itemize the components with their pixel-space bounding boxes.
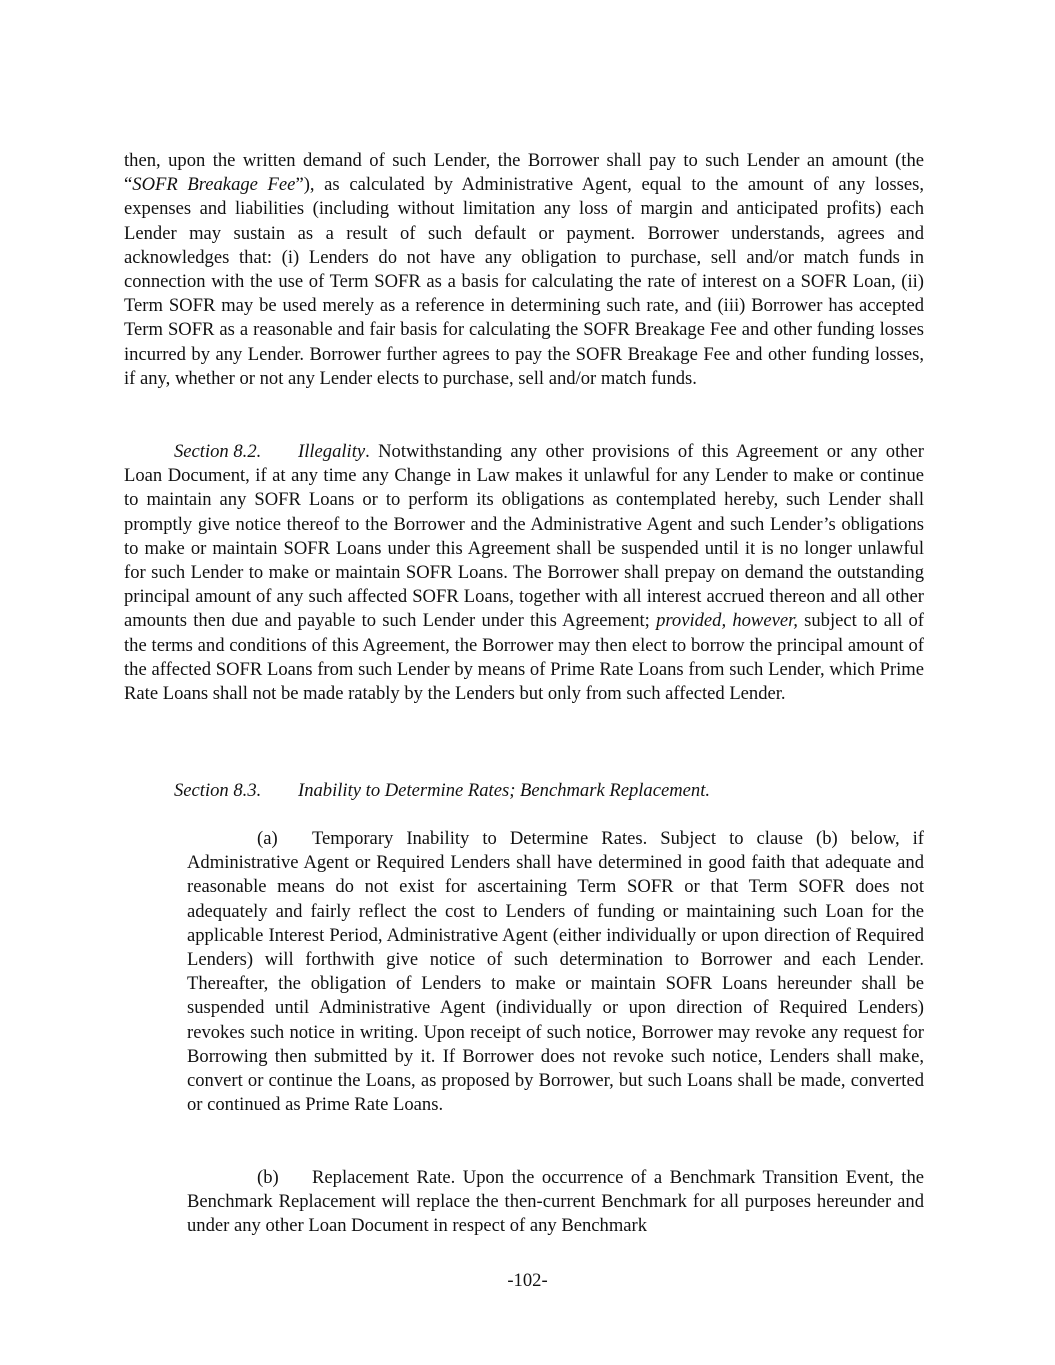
paragraph-sofr-breakage [124,149,924,391]
section-8-2-title: Illegality [298,441,366,462]
section-8-2-text-a: . Notwithstanding any other provisions of this Agreement or any other Loan Document, if at any time any Change in Law makes it unlawful for any Lender to make or continue to maintain any SOFR Loans or to perform its obligations as contemplated hereby, such Lender shall promptly give notice thereof to the Borrower and the Administrative Agent and such Lender’s obligations to make or maintain SOFR Loans under this Agreement shall be suspended until it is no longer unlawful for such Lender to make or maintain SOFR Loans. The Borrower shall prepay on demand the outstanding principal amount of any such affected SOFR Loans, together with all interest accrued thereon and all other amounts then due and payable to such Lender under this Agreement; [124,441,924,632]
clause-a-paragraph [187,827,924,1117]
clause-indent [187,828,257,849]
section-8-3-heading [124,779,924,803]
section-8-2-proviso: provided, however, [656,610,798,632]
clause-a-label: (a) [257,828,278,849]
clause-b-text: Replacement Rate. Upon the occurrence of a Benchmark Transition Event, the Benchmark Replacement will replace the then-current Benchmark for all purposes hereunder and under any other Loan Document in respect of any Benchmark [187,1167,924,1237]
section-8-2-paragraph [124,440,924,706]
clause-b-label: (b) [257,1167,279,1188]
page-number: -102- [507,1270,548,1291]
clause-a-text: Temporary Inability to Determine Rates. Subject to clause (b) below, if Administrative Agent or Required Lenders shall have determined in good faith that adequate and reasonable means do not exist for ascertaining Term SOFR or that Term SOFR does not adequately and fairly reflect the cost to Lenders of funding or maintaining such Loan for the applicable Interest Period, Administrative Agent (either individually or upon direction of Required Lenders) will forthwith give notice of such determination to Borrower and each Lender. Thereafter, the obligation of Lenders to make or maintain SOFR Loans hereunder shall be suspended until Administrative Agent (individually or upon direction of Required Lenders) revokes such notice in writing. Upon receipt of such notice, Borrower may revoke any request for Borrowing then submitted by it. If Borrower does not revoke such notice, Lenders shall make, convert or continue the Loans, as proposed by Borrower, but such Loans shall be made, converted or continued as Prime Rate Loans. [187,828,924,1116]
paragraph-text-b: ”), as calculated by Administrative Agent, equal to the amount of any losses, expenses and liabilities (including without limitation any loss of margin and anticipated profits) each Lender may sustain as a result of such default or payment. Borrower understands, agrees and acknowledges that: (i) Lenders do not have any obligation to purchase, sell and/or match funds in connection with the use of Term SOFR as a basis for calculating the rate of interest on a SOFR Loan, (ii) Term SOFR may be used merely as a reference in determining such rate, and (iii) Borrower has accepted Term SOFR as a reasonable and fair basis for calculating the SOFR Breakage Fee and other funding losses incurred by any Lender. Borrower further agrees to pay the SOFR Breakage Fee and other funding losses, if any, whether or not any Lender elects to purchase, sell and/or match funds. [124,174,924,389]
section-8-2-number: Section 8.2. [174,441,262,462]
section-8-3-number: Section 8.3. [174,780,262,801]
section-8-3-title: Inability to Determine Rates; Benchmark Replacement [298,780,706,801]
defined-term-sofr-breakage-fee: SOFR Breakage Fee [132,174,296,196]
clause-indent [187,1167,257,1188]
clause-b-paragraph [187,1166,924,1239]
section-8-3-title-end: . [705,780,711,801]
section-8-2-text-b: subject to all of the terms and conditions of this Agreement, the Borrower may then elect to borrow the principal amount of the affected SOFR Loans from such Lender by means of Prime Rate Loans from such Lender, which Prime Rate Loans shall not be made ratably by the Lenders but only from such affected Lender. [124,610,924,705]
paragraph-text-a: then, upon the written demand of such Lender, the Borrower shall pay to such Lender an amount (the “ [124,150,924,196]
